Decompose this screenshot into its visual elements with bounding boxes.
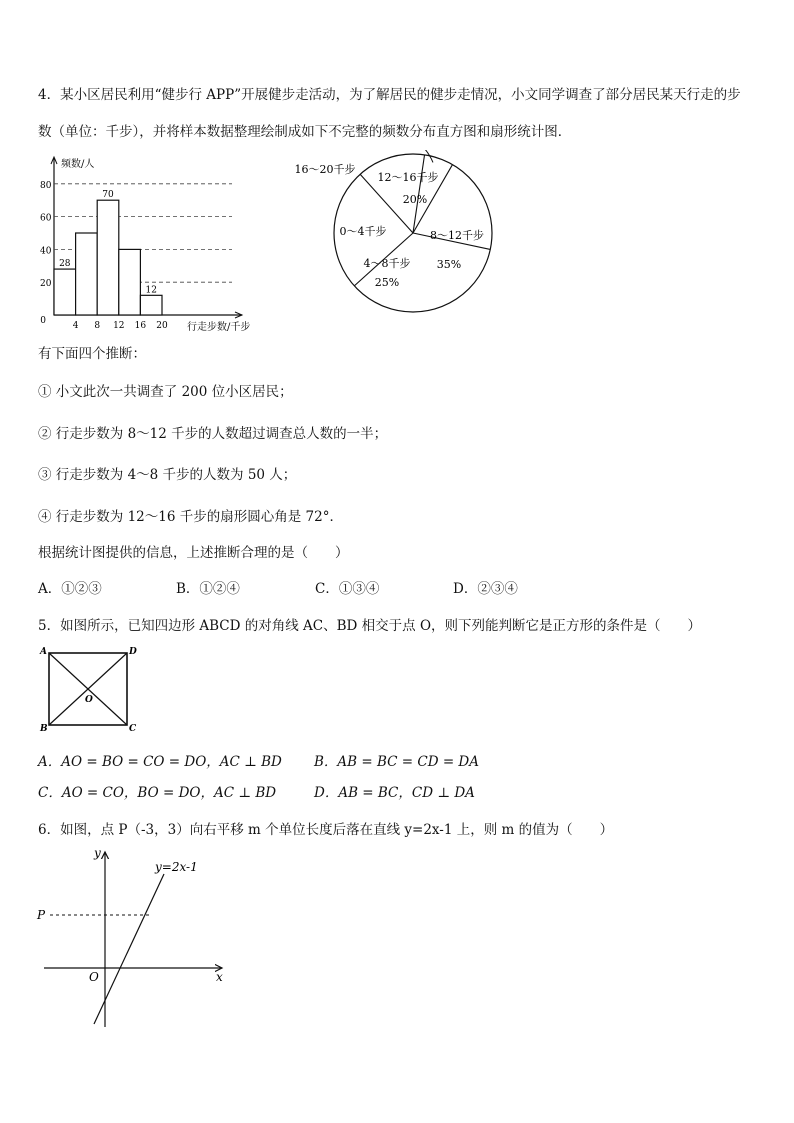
label-x-axis: x xyxy=(216,970,223,984)
hist-y-tick: 60 xyxy=(40,213,52,224)
hist-y-tick: 20 xyxy=(40,279,52,290)
histogram-chart xyxy=(30,150,270,340)
pie-slice-label: 8～12千步 xyxy=(430,229,484,242)
pie-slice-label: 12～16千步 xyxy=(377,171,439,184)
hist-x-tick: 8 xyxy=(94,321,101,331)
label-d: D xyxy=(129,647,137,657)
hist-y-tick: 40 xyxy=(40,246,52,257)
pie-slice-label: 0～4千步 xyxy=(339,225,387,238)
hist-data-label: 28 xyxy=(59,259,71,270)
pie-slice-percent: 35% xyxy=(436,258,462,271)
label-a: A xyxy=(40,647,47,657)
q6-stem: 6．如图，点 P（-3，3）向右平移 m 个单位长度后落在直线 y=2x-1 上，则 m 的值为（ ） xyxy=(38,822,614,838)
label-b: B xyxy=(40,724,48,734)
q5-option-a[interactable]: A．AO = BO = CO = DO，AC ⊥ BD xyxy=(38,754,282,770)
hist-bar xyxy=(119,249,141,315)
square-figure xyxy=(38,643,142,735)
coordinate-figure xyxy=(32,842,242,1032)
label-line-equation: y=2x-1 xyxy=(155,860,198,874)
hist-data-label: 70 xyxy=(102,190,114,201)
q4-statement-2: ② 行走步数为 8～12 千步的人数超过调查总人数的一半； xyxy=(38,426,388,442)
label-origin: O xyxy=(89,970,99,984)
hist-x-tick: 4 xyxy=(72,321,79,331)
q5-option-b[interactable]: B．AB = BC = CD = DA xyxy=(314,754,479,770)
pie-slice-percent: 25% xyxy=(374,276,400,289)
hist-x-tick: 20 xyxy=(156,321,168,331)
q4-statement-1: ① 小文此次一共调查了 200 位小区居民； xyxy=(38,384,293,400)
q4-intro: 有下面四个推断： xyxy=(38,346,146,362)
label-o: O xyxy=(85,695,93,705)
q4-option-b[interactable]: B．①②④ xyxy=(176,581,240,597)
hist-bar xyxy=(140,295,162,315)
q4-statement-4: ④ 行走步数为 12～16 千步的扇形圆心角是 72°． xyxy=(38,509,343,525)
hist-bar xyxy=(97,200,119,315)
hist-x-label: 行走步数/千步 xyxy=(187,322,251,333)
pie-slice-percent: 20% xyxy=(402,193,428,206)
pie-slice-label: 16～20千步 xyxy=(294,163,356,176)
pie-slice-label: 4～8千步 xyxy=(363,257,411,270)
q4-question: 根据统计图提供的信息，上述推断合理的是（ ） xyxy=(38,545,349,561)
label-c: C xyxy=(129,724,137,734)
q4-option-a[interactable]: A．①②③ xyxy=(38,581,102,597)
q5-option-d[interactable]: D．AB = BC，CD ⊥ DA xyxy=(314,785,475,801)
hist-data-label: 12 xyxy=(145,285,157,296)
q4-option-d[interactable]: D．②③④ xyxy=(453,581,518,597)
hist-y-tick: 80 xyxy=(40,180,52,191)
q5-option-c[interactable]: C．AO = CO，BO = DO，AC ⊥ BD xyxy=(38,785,277,801)
q4-option-c[interactable]: C．①③④ xyxy=(315,581,380,597)
pie-chart xyxy=(280,150,510,330)
label-y-axis: y xyxy=(94,846,101,860)
hist-y-label: 频数/人 xyxy=(61,159,95,170)
hist-origin-label: 0 xyxy=(40,316,46,326)
q5-stem: 5．如图所示，已知四边形 ABCD 的对角线 AC、BD 相交于点 O，则下列能判断它是正方形的条件是（ ） xyxy=(38,618,702,634)
q4-stem-line1: 4．某小区居民利用“健步行 APP”开展健步走活动，为了解居民的健步走情况，小文同学调查了部分居民某天行走的步 xyxy=(38,87,741,103)
hist-x-tick: 12 xyxy=(113,321,125,331)
label-p: P xyxy=(37,908,46,922)
hist-bar xyxy=(76,233,98,315)
hist-bar xyxy=(54,269,76,315)
hist-x-tick: 16 xyxy=(134,321,147,331)
q4-stem-line2: 数（单位：千步），并将样本数据整理绘制成如下不完整的频数分布直方图和扇形统计图． xyxy=(38,124,572,140)
q4-statement-3: ③ 行走步数为 4～8 千步的人数为 50 人； xyxy=(38,467,297,483)
